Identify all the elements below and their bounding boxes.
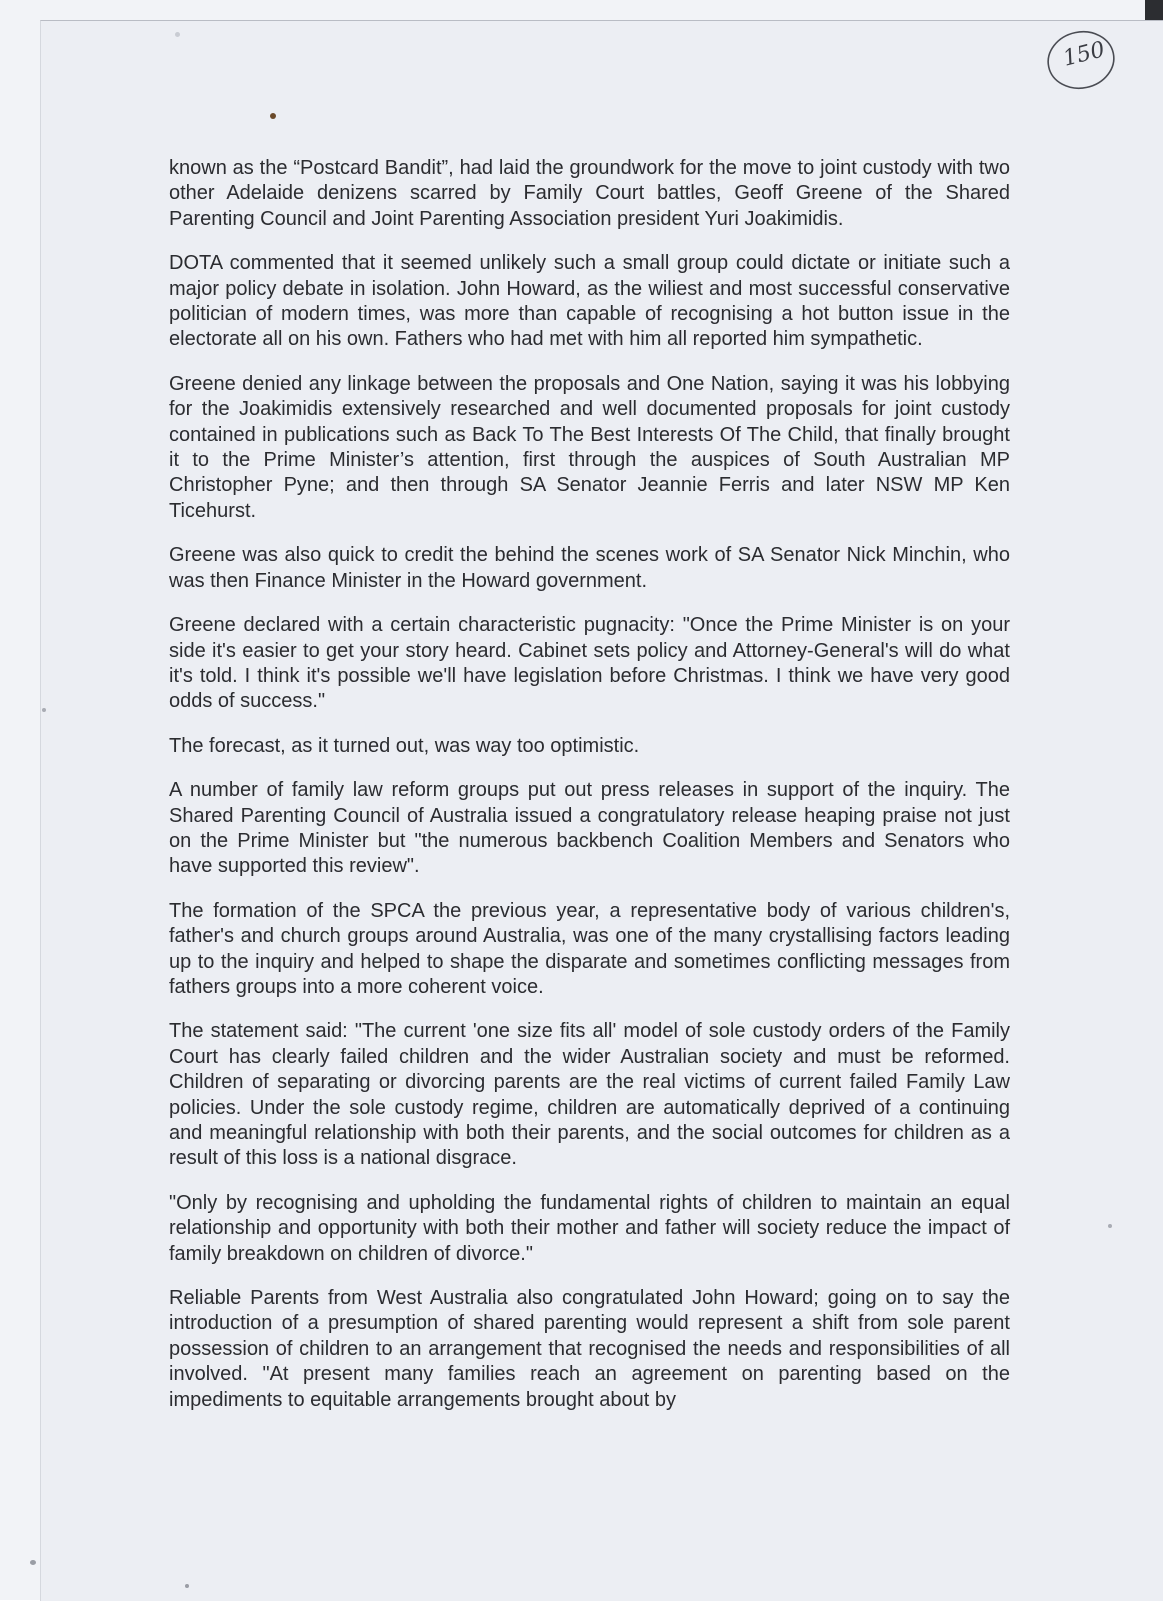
paragraph: known as the “Postcard Bandit”, had laid the groundwork for the move to joint custody with two other Adelaide denizens scarred by Family Court battles, Geoff Greene of the Shared Parenting Council and Joint Parenting Association president Yuri Joakimidis. [169,157,1010,230]
paragraph: The forecast, as it turned out, was way too optimistic. [169,734,640,757]
paragraph: Greene denied any linkage between the proposals and One Nation, saying it was his lobbying for the Joakimidis extensively researched and well documented proposals for joint custody contained in publications such as Back To The Best Interests Of The Child, that finally brought it to the Prime Minister’s attention, first through the auspices of South Australian MP Christopher Pyne; and then through SA Senator Jeannie Ferris and later NSW MP Ken Ticehurst. [169,372,1010,522]
scan-corner-shadow [1145,0,1163,20]
paragraph: The formation of the SPCA the previous year, a representative body of various children's, father's and church groups around Australia, was one of the many crystallising factors leading up to the inquiry and helped to shape the disparate and sometimes conflicting messages from fathers groups into a more coherent voice. [169,899,1010,998]
paragraph: Greene declared with a certain characteristic pugnacity: "Once the Prime Minister is on your side it's easier to get your story heard. Cabinet sets policy and Attorney-General's will do what it's told. I think it's possible we'll have legislation before Christmas. I think we have very good odds of success." [169,614,1010,713]
paragraph: Greene was also quick to credit the behind the scenes work of SA Senator Nick Minchin, who was then Finance Minister in the Howard government. [169,544,1010,592]
scan-speck [1108,1224,1112,1228]
handwritten-folio-number [1045,28,1117,92]
ink-speck [270,113,276,119]
scan-speck [30,1560,36,1565]
paragraph: "Only by recognising and upholding the fundamental rights of children to maintain an equal relationship and opportunity with both their mother and father will society reduce the impact of family breakdown on children of divorce." [169,1191,1010,1265]
scan-speck [42,708,46,712]
paragraph: DOTA commented that it seemed unlikely such a small group could dictate or initiate such a major policy debate in isolation. John Howard, as the wiliest and most successful conservative politician of modern times, was more than capable of recognising a hot button issue in the electorate all on his own. Fathers who had met with him all reported him sympathetic. [169,252,1010,351]
paragraph: A number of family law reform groups put out press releases in support of the inquiry. The Shared Parenting Council of Australia issued a congratulatory release heaping praise not just on the Prime Minister but "the numerous backbench Coalition Members and Senators who have supported this review". [169,779,1010,878]
paragraph: Reliable Parents from West Australia also congratulated John Howard; going on to say the introduction of a presumption of shared parenting would represent a shift from sole parent possession of children to an arrangement that recognised the needs and responsibilities of all involved. "At present many families reach an agreement on parenting based on the impediments to equitable arrangements brought about by [169,1287,1010,1411]
folio-number-text: 150 [1060,37,1108,72]
scan-speck [175,32,180,37]
body-text [169,156,1010,1432]
scan-speck [185,1584,189,1588]
paragraph: The statement said: "The current 'one size fits all' model of sole custody orders of the Family Court has clearly failed children and the wider Australian society and must be reformed. Children of separating or divorcing parents are the real victims of current failed Family Law policies. Under the sole custody regime, children are automatically deprived of a continuing and meaningful relationship with both their parents, and the social outcomes for children as a result of this loss is a national disgrace. [169,1020,1010,1170]
